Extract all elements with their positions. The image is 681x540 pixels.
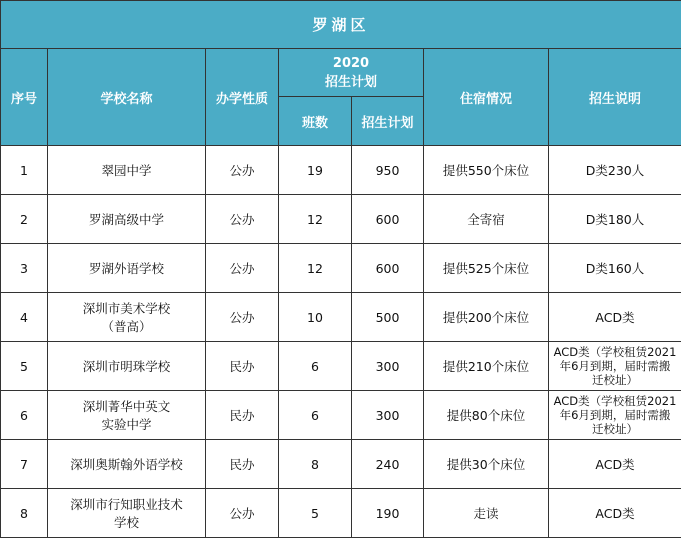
school-name-line: 深圳奥斯翰外语学校 bbox=[70, 457, 183, 472]
table-row bbox=[1, 440, 681, 489]
cell-boarding: 提供200个床位 bbox=[424, 293, 549, 342]
school-name-line: 学校 bbox=[113, 515, 139, 530]
cell-school-type: 民办 bbox=[206, 440, 279, 489]
cell-notes bbox=[549, 195, 681, 244]
cell-school-name bbox=[48, 489, 206, 538]
cell-classes: 6 bbox=[279, 391, 352, 440]
school-name-line: 深圳市明珠学校 bbox=[82, 359, 171, 374]
cell-boarding: 提供525个床位 bbox=[424, 244, 549, 293]
cell-classes: 10 bbox=[279, 293, 352, 342]
school-name-line: 罗湖高级中学 bbox=[88, 212, 164, 227]
table-row bbox=[1, 342, 681, 391]
cell-enrollment: 240 bbox=[352, 440, 424, 489]
cell-boarding: 走读 bbox=[424, 489, 549, 538]
header-school-type: 办学性质 bbox=[206, 49, 279, 146]
table-row bbox=[1, 489, 681, 538]
table-body bbox=[1, 146, 681, 538]
school-name-line: 深圳市美术学校 bbox=[82, 301, 171, 316]
cell-notes bbox=[549, 489, 681, 538]
note-line: D类230人 bbox=[585, 163, 645, 178]
cell-index: 8 bbox=[1, 489, 48, 538]
cell-index: 4 bbox=[1, 293, 48, 342]
cell-school-type: 民办 bbox=[206, 391, 279, 440]
table-row bbox=[1, 195, 681, 244]
header-index: 序号 bbox=[1, 49, 48, 146]
cell-school-type: 公办 bbox=[206, 146, 279, 195]
header-classes: 班数 bbox=[279, 97, 352, 146]
cell-school-name bbox=[48, 342, 206, 391]
school-name-line: 罗湖外语学校 bbox=[88, 261, 164, 276]
cell-index: 2 bbox=[1, 195, 48, 244]
note-line: ACD类 bbox=[595, 457, 635, 472]
cell-classes: 6 bbox=[279, 342, 352, 391]
cell-school-type: 公办 bbox=[206, 293, 279, 342]
cell-classes: 12 bbox=[279, 195, 352, 244]
cell-school-name bbox=[48, 195, 206, 244]
cell-classes: 8 bbox=[279, 440, 352, 489]
cell-enrollment: 300 bbox=[352, 342, 424, 391]
cell-notes bbox=[549, 391, 681, 440]
table-row bbox=[1, 293, 681, 342]
cell-notes bbox=[549, 146, 681, 195]
note-line: D类180人 bbox=[585, 212, 645, 227]
cell-school-name bbox=[48, 244, 206, 293]
school-name-line: 翠园中学 bbox=[101, 163, 152, 178]
cell-classes: 12 bbox=[279, 244, 352, 293]
cell-notes bbox=[549, 293, 681, 342]
cell-enrollment: 600 bbox=[352, 195, 424, 244]
cell-boarding: 提供550个床位 bbox=[424, 146, 549, 195]
note-line: 年6月到期，届时需搬 bbox=[559, 408, 671, 422]
cell-index: 6 bbox=[1, 391, 48, 440]
cell-notes bbox=[549, 244, 681, 293]
cell-enrollment: 190 bbox=[352, 489, 424, 538]
school-name-line: 深圳菁华中英文 bbox=[82, 399, 171, 414]
cell-index: 5 bbox=[1, 342, 48, 391]
cell-classes: 5 bbox=[279, 489, 352, 538]
cell-index: 3 bbox=[1, 244, 48, 293]
cell-index: 1 bbox=[1, 146, 48, 195]
district-title: 罗湖区 bbox=[1, 1, 681, 49]
table-row bbox=[1, 146, 681, 195]
header-plan-label: 招生计划 bbox=[324, 74, 377, 90]
note-line: ACD类（学校租赁2021 bbox=[553, 345, 677, 359]
header-boarding: 住宿情况 bbox=[424, 49, 549, 146]
cell-boarding: 提供30个床位 bbox=[424, 440, 549, 489]
note-line: ACD类 bbox=[595, 506, 635, 521]
cell-classes: 19 bbox=[279, 146, 352, 195]
header-plan-year: 2020 bbox=[332, 55, 370, 71]
school-name-line: （普高） bbox=[101, 319, 152, 334]
note-line: D类160人 bbox=[585, 261, 645, 276]
cell-enrollment: 950 bbox=[352, 146, 424, 195]
school-name-line: 深圳市行知职业技术 bbox=[70, 497, 183, 512]
table-row bbox=[1, 391, 681, 440]
note-line: ACD类 bbox=[595, 310, 635, 325]
cell-enrollment: 300 bbox=[352, 391, 424, 440]
header-school-name: 学校名称 bbox=[48, 49, 206, 146]
cell-enrollment: 500 bbox=[352, 293, 424, 342]
cell-boarding: 提供210个床位 bbox=[424, 342, 549, 391]
cell-school-name bbox=[48, 146, 206, 195]
cell-school-name bbox=[48, 391, 206, 440]
cell-school-type: 公办 bbox=[206, 244, 279, 293]
note-line: 迁校址） bbox=[592, 373, 638, 387]
cell-index: 7 bbox=[1, 440, 48, 489]
cell-boarding: 全寄宿 bbox=[424, 195, 549, 244]
note-line: 年6月到期，届时需搬 bbox=[559, 359, 671, 373]
cell-school-name bbox=[48, 293, 206, 342]
header-enrollment: 招生计划 bbox=[352, 97, 424, 146]
cell-school-type: 民办 bbox=[206, 342, 279, 391]
note-line: 迁校址） bbox=[592, 422, 638, 436]
cell-enrollment: 600 bbox=[352, 244, 424, 293]
header-notes: 招生说明 bbox=[549, 49, 681, 146]
note-line: ACD类（学校租赁2021 bbox=[553, 394, 677, 408]
cell-notes bbox=[549, 440, 681, 489]
school-name-line: 实验中学 bbox=[101, 417, 152, 432]
cell-school-name bbox=[48, 440, 206, 489]
cell-boarding: 提供80个床位 bbox=[424, 391, 549, 440]
table-row bbox=[1, 244, 681, 293]
header-plan-group bbox=[279, 49, 424, 97]
cell-notes bbox=[549, 342, 681, 391]
cell-school-type: 公办 bbox=[206, 489, 279, 538]
cell-school-type: 公办 bbox=[206, 195, 279, 244]
